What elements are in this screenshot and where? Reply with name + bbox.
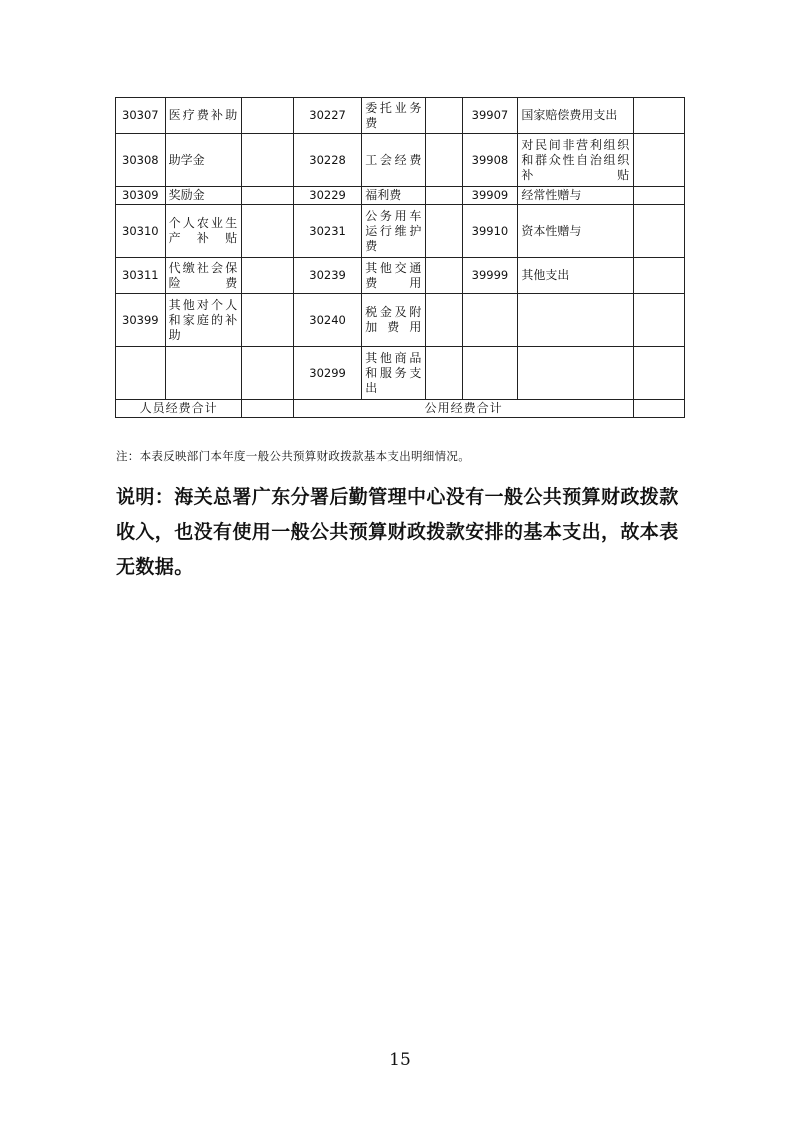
code-cell: 30227 [293, 98, 361, 134]
amount-cell [242, 347, 294, 400]
name-cell [518, 294, 634, 347]
code-cell [116, 347, 166, 400]
amount-cell [634, 134, 685, 187]
name-cell: 福利费 [362, 187, 426, 205]
code-cell: 30299 [293, 347, 361, 400]
name-cell: 委托业务费 [362, 98, 426, 134]
name-cell [518, 347, 634, 400]
code-cell: 30308 [116, 134, 166, 187]
explanation-paragraph: 说明：海关总署广东分署后勤管理中心没有一般公共预算财政拨款收入，也没有使用一般公共预算财政拨款安排的基本支出，故本表无数据。 [116, 486, 679, 578]
name-cell: 经常性赠与 [518, 187, 634, 205]
code-cell: 30309 [116, 187, 166, 205]
code-cell: 30229 [293, 187, 361, 205]
amount-cell [634, 205, 685, 258]
amount-cell [242, 294, 294, 347]
code-cell [462, 347, 518, 400]
name-cell: 公务用车运行维护费 [362, 205, 426, 258]
amount-cell [634, 294, 685, 347]
table-row [116, 294, 685, 347]
personnel-total-value [242, 400, 294, 418]
code-cell: 39907 [462, 98, 518, 134]
name-cell: 其他交通费用 [362, 258, 426, 294]
amount-cell [634, 258, 685, 294]
code-cell: 39910 [462, 205, 518, 258]
name-cell: 对民间非营利组织和群众性自治组织补贴 [518, 134, 634, 187]
code-cell: 39909 [462, 187, 518, 205]
code-cell [462, 294, 518, 347]
table-note: 注：本表反映部门本年度一般公共预算财政拨款基本支出明细情况。 [116, 449, 470, 463]
table-row [116, 187, 685, 205]
name-cell: 资本性赠与 [518, 205, 634, 258]
page-number: 15 [389, 1050, 411, 1070]
amount-cell [242, 98, 294, 134]
table-row [116, 98, 685, 134]
code-cell: 30399 [116, 294, 166, 347]
amount-cell [242, 134, 294, 187]
code-cell: 39999 [462, 258, 518, 294]
name-cell: 代缴社会保险费 [165, 258, 242, 294]
code-cell: 30240 [293, 294, 361, 347]
code-cell: 30310 [116, 205, 166, 258]
amount-cell [242, 205, 294, 258]
personnel-total-label: 人员经费合计 [116, 400, 242, 418]
table-row [116, 134, 685, 187]
name-cell: 个人农业生产补贴 [165, 205, 242, 258]
name-cell: 工会经费 [362, 134, 426, 187]
code-cell: 39908 [462, 134, 518, 187]
code-cell: 30231 [293, 205, 361, 258]
name-cell: 医疗费补助 [165, 98, 242, 134]
amount-cell [426, 205, 462, 258]
name-cell: 助学金 [165, 134, 242, 187]
amount-cell [634, 98, 685, 134]
expenditure-table [115, 97, 685, 418]
amount-cell [426, 187, 462, 205]
name-cell: 税金及附加费用 [362, 294, 426, 347]
amount-cell [426, 98, 462, 134]
amount-cell [242, 187, 294, 205]
amount-cell [634, 347, 685, 400]
amount-cell [426, 294, 462, 347]
name-cell [165, 347, 242, 400]
amount-cell [426, 258, 462, 294]
table-row [116, 205, 685, 258]
table-row [116, 258, 685, 294]
code-cell: 30239 [293, 258, 361, 294]
name-cell: 其他对个人和家庭的补助 [165, 294, 242, 347]
public-total-value [634, 400, 685, 418]
code-cell: 30307 [116, 98, 166, 134]
table-row [116, 347, 685, 400]
totals-row [116, 400, 685, 418]
amount-cell [242, 258, 294, 294]
amount-cell [426, 134, 462, 187]
code-cell: 30228 [293, 134, 361, 187]
public-total-label: 公用经费合计 [293, 400, 633, 418]
code-cell: 30311 [116, 258, 166, 294]
amount-cell [634, 187, 685, 205]
amount-cell [426, 347, 462, 400]
name-cell: 其他支出 [518, 258, 634, 294]
name-cell: 奖励金 [165, 187, 242, 205]
name-cell: 其他商品和服务支出 [362, 347, 426, 400]
name-cell: 国家赔偿费用支出 [518, 98, 634, 134]
